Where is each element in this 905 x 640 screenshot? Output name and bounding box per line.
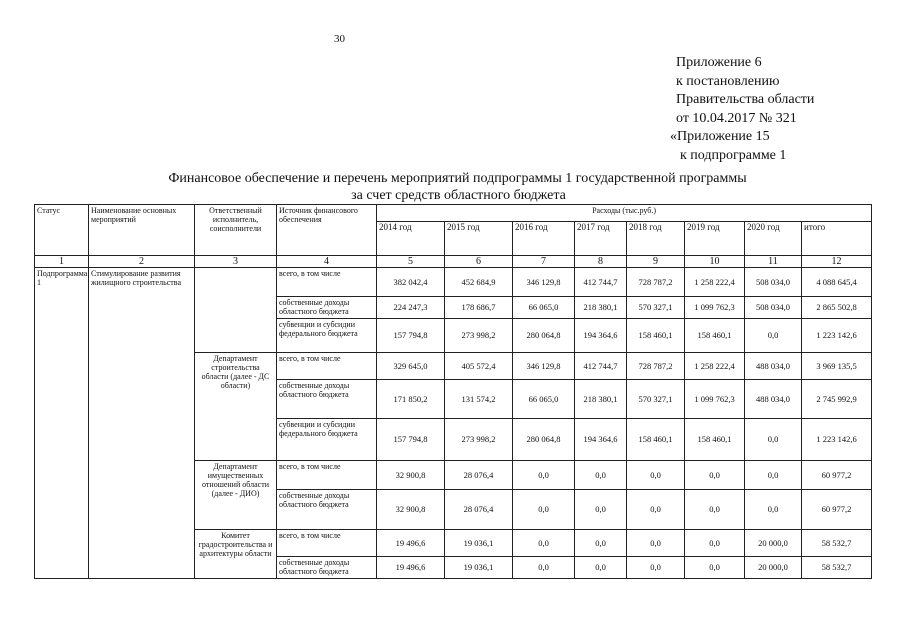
executor-cell: Департамент строительства области (далее - ДС области) <box>195 353 277 461</box>
value-cell: 157 794,8 <box>377 419 445 461</box>
header-source: Источник финансового обеспечения <box>277 205 377 256</box>
value-cell: 1 258 222,4 <box>685 353 745 380</box>
value-cell: 728 787,2 <box>627 268 685 297</box>
value-cell: 158 460,1 <box>685 319 745 353</box>
column-number: 4 <box>277 256 377 268</box>
value-cell: 2 865 502,8 <box>802 297 872 319</box>
value-cell: 0,0 <box>513 490 575 530</box>
header-year: 2015 год <box>445 222 513 256</box>
value-cell: 28 076,4 <box>445 490 513 530</box>
value-cell: 452 684,9 <box>445 268 513 297</box>
value-cell: 58 532,7 <box>802 557 872 579</box>
header-year: 2019 год <box>685 222 745 256</box>
value-cell: 60 977,2 <box>802 490 872 530</box>
value-cell: 0,0 <box>513 530 575 557</box>
executor-cell: Департамент имущественных отношений области (далее - ДИО) <box>195 461 277 530</box>
executor-cell: Комитет градостроительства и архитектуры области <box>195 530 277 579</box>
value-cell: 412 744,7 <box>575 353 627 380</box>
source-cell: всего, в том числе <box>277 353 377 380</box>
column-number: 3 <box>195 256 277 268</box>
header-total: итого <box>802 222 872 256</box>
value-cell: 20 000,0 <box>745 557 802 579</box>
page-number: 30 <box>334 33 345 45</box>
value-cell: 728 787,2 <box>627 353 685 380</box>
executor-cell <box>195 268 277 353</box>
value-cell: 0,0 <box>627 490 685 530</box>
value-cell: 1 223 142,6 <box>802 319 872 353</box>
column-number: 10 <box>685 256 745 268</box>
measure-cell: Стимулирование развития жилищного строительства <box>89 268 195 579</box>
value-cell: 280 064,8 <box>513 419 575 461</box>
value-cell: 218 380,1 <box>575 380 627 419</box>
value-cell: 273 998,2 <box>445 319 513 353</box>
value-cell: 3 969 135,5 <box>802 353 872 380</box>
status-cell: Подпрограмма 1 <box>35 268 89 579</box>
value-cell: 0,0 <box>627 530 685 557</box>
value-cell: 0,0 <box>575 461 627 490</box>
value-cell: 329 645,0 <box>377 353 445 380</box>
value-cell: 32 900,8 <box>377 490 445 530</box>
value-cell: 0,0 <box>745 461 802 490</box>
value-cell: 570 327,1 <box>627 380 685 419</box>
value-cell: 32 900,8 <box>377 461 445 490</box>
value-cell: 280 064,8 <box>513 319 575 353</box>
value-cell: 194 364,6 <box>575 419 627 461</box>
value-cell: 0,0 <box>745 419 802 461</box>
header-year: 2016 год <box>513 222 575 256</box>
value-cell: 1 223 142,6 <box>802 419 872 461</box>
value-cell: 158 460,1 <box>685 419 745 461</box>
source-cell: всего, в том числе <box>277 461 377 490</box>
appendix-line: к подпрограмме 1 <box>680 147 787 163</box>
header-expenses: Расходы (тыс.руб.) <box>377 205 872 222</box>
value-cell: 19 036,1 <box>445 557 513 579</box>
value-cell: 19 496,6 <box>377 530 445 557</box>
value-cell: 0,0 <box>575 530 627 557</box>
value-cell: 1 099 762,3 <box>685 380 745 419</box>
value-cell: 157 794,8 <box>377 319 445 353</box>
value-cell: 66 065,0 <box>513 380 575 419</box>
value-cell: 58 532,7 <box>802 530 872 557</box>
value-cell: 508 034,0 <box>745 268 802 297</box>
appendix-line: к постановлению <box>676 73 780 89</box>
value-cell: 19 496,6 <box>377 557 445 579</box>
appendix-line: от 10.04.2017 № 321 <box>676 110 797 126</box>
header-measure-name: Наименование основных мероприятий <box>89 205 195 256</box>
value-cell: 178 686,7 <box>445 297 513 319</box>
value-cell: 2 745 992,9 <box>802 380 872 419</box>
value-cell: 0,0 <box>627 557 685 579</box>
funding-table <box>34 204 872 579</box>
value-cell: 0,0 <box>685 490 745 530</box>
value-cell: 131 574,2 <box>445 380 513 419</box>
value-cell: 0,0 <box>685 557 745 579</box>
value-cell: 346 129,8 <box>513 268 575 297</box>
appendix-line: «Приложение 15 <box>670 129 770 144</box>
column-number: 5 <box>377 256 445 268</box>
value-cell: 0,0 <box>575 490 627 530</box>
value-cell: 0,0 <box>513 461 575 490</box>
column-number: 2 <box>89 256 195 268</box>
column-number: 6 <box>445 256 513 268</box>
appendix-line: Правительства области <box>676 92 815 107</box>
value-cell: 224 247,3 <box>377 297 445 319</box>
appendix-block <box>670 54 815 165</box>
header-year: 2020 год <box>745 222 802 256</box>
source-cell: собственные доходы областного бюджета <box>277 297 377 319</box>
value-cell: 488 034,0 <box>745 380 802 419</box>
column-number: 12 <box>802 256 872 268</box>
header-year: 2014 год <box>377 222 445 256</box>
value-cell: 158 460,1 <box>627 319 685 353</box>
value-cell: 171 850,2 <box>377 380 445 419</box>
value-cell: 1 099 762,3 <box>685 297 745 319</box>
value-cell: 405 572,4 <box>445 353 513 380</box>
document-title-line1: Финансовое обеспечение и перечень мероприятий подпрограммы 1 государственной программы <box>168 171 747 186</box>
value-cell: 66 065,0 <box>513 297 575 319</box>
header-year: 2018 год <box>627 222 685 256</box>
source-cell: всего, в том числе <box>277 268 377 297</box>
value-cell: 508 034,0 <box>745 297 802 319</box>
source-cell: субвенции и субсидии федерального бюджета <box>277 319 377 353</box>
header-executor: Ответственный исполнитель, соисполнители <box>195 205 277 256</box>
value-cell: 20 000,0 <box>745 530 802 557</box>
value-cell: 346 129,8 <box>513 353 575 380</box>
document-title-line2: за счет средств областного бюджета <box>351 188 566 203</box>
source-cell: собственные доходы областного бюджета <box>277 380 377 419</box>
value-cell: 0,0 <box>513 557 575 579</box>
value-cell: 0,0 <box>745 490 802 530</box>
value-cell: 218 380,1 <box>575 297 627 319</box>
column-number: 11 <box>745 256 802 268</box>
header-year: 2017 год <box>575 222 627 256</box>
value-cell: 0,0 <box>575 557 627 579</box>
source-cell: субвенции и субсидии федерального бюджета <box>277 419 377 461</box>
value-cell: 488 034,0 <box>745 353 802 380</box>
column-number: 7 <box>513 256 575 268</box>
column-number: 9 <box>627 256 685 268</box>
value-cell: 60 977,2 <box>802 461 872 490</box>
value-cell: 0,0 <box>685 461 745 490</box>
value-cell: 158 460,1 <box>627 419 685 461</box>
header-status: Статус <box>35 205 89 256</box>
column-number: 1 <box>35 256 89 268</box>
table-row <box>35 268 872 297</box>
source-cell: собственные доходы областного бюджета <box>277 490 377 530</box>
appendix-line: Приложение 6 <box>676 55 762 70</box>
value-cell: 382 042,4 <box>377 268 445 297</box>
value-cell: 28 076,4 <box>445 461 513 490</box>
source-cell: всего, в том числе <box>277 530 377 557</box>
value-cell: 4 088 645,4 <box>802 268 872 297</box>
value-cell: 0,0 <box>627 461 685 490</box>
column-number: 8 <box>575 256 627 268</box>
value-cell: 1 258 222,4 <box>685 268 745 297</box>
value-cell: 570 327,1 <box>627 297 685 319</box>
value-cell: 194 364,6 <box>575 319 627 353</box>
value-cell: 0,0 <box>685 530 745 557</box>
value-cell: 0,0 <box>745 319 802 353</box>
value-cell: 19 036,1 <box>445 530 513 557</box>
value-cell: 412 744,7 <box>575 268 627 297</box>
value-cell: 273 998,2 <box>445 419 513 461</box>
source-cell: собственные доходы областного бюджета <box>277 557 377 579</box>
